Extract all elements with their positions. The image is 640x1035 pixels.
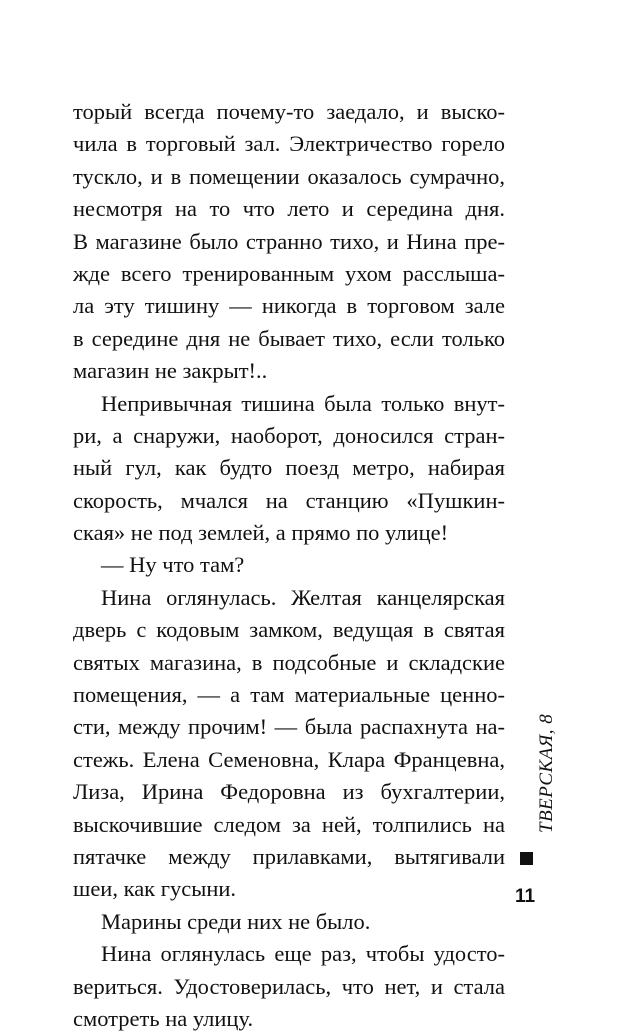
- text-line: святых магазина, в подсобные и складские: [73, 649, 505, 675]
- text-line: выскочившие следом за ней, толпились на: [73, 811, 505, 837]
- text-line: Лиза, Ирина Федоровна из бухгалтерии,: [73, 779, 505, 805]
- text-line: жде всего тренированным ухом расслыша-: [73, 260, 505, 286]
- text-line: торый всегда почему-то заедало, и выско-: [73, 99, 505, 124]
- running-head: ТВЕРСКАЯ, 8: [536, 713, 557, 833]
- text-line: в середине дня не бывает тихо, если только: [73, 325, 505, 351]
- text-line: стежь. Елена Семеновна, Клара Францевна,: [73, 746, 505, 772]
- text-line: В магазине было странно тихо, и Нина пре-: [73, 228, 505, 254]
- text-line: чила в торговый зал. Электричество горело: [73, 131, 505, 157]
- text-line: Нина оглянулась. Желтая канцелярская: [101, 584, 505, 610]
- text-line: помещения, — а там материальные ценно-: [73, 682, 505, 708]
- text-line: — Ну что там?: [101, 552, 245, 578]
- text-line: ный гул, как будто поезд метро, набирая: [73, 455, 505, 481]
- page-number: 11: [515, 886, 536, 907]
- text-line: Непривычная тишина была только внут-: [101, 390, 505, 416]
- text-line: шеи, как гусыни.: [73, 876, 237, 902]
- text-line: вериться. Удостоверилась, что нет, и стала: [73, 973, 505, 999]
- text-line: сти, между прочим! — была распахнута на-: [73, 714, 505, 740]
- text-line: тускло, и в помещении оказалось сумрачно,: [73, 163, 505, 189]
- text-line: Нина оглянулась еще раз, чтобы удосто-: [101, 941, 505, 967]
- text-line: магазин не закрыт!..: [73, 358, 268, 384]
- text-line: Марины среди них не было.: [101, 908, 371, 934]
- text-line: скорость, мчался на станцию «Пушкин-: [73, 487, 505, 513]
- body-text: [73, 96, 505, 1035]
- text-line: ри, а снаружи, наоборот, доносился стран-: [73, 422, 505, 448]
- text-line: пятачке между прилавками, вытягивали: [73, 843, 505, 869]
- text-line: несмотря на то что лето и середина дня.: [73, 196, 505, 222]
- text-line: смотреть на улицу.: [73, 1005, 254, 1031]
- text-line: ла эту тишину — никогда в торговом зале: [73, 293, 505, 319]
- text-line: дверь с кодовым замком, ведущая в святая: [73, 617, 505, 643]
- text-line: ская» не под землей, а прямо по улице!: [73, 520, 449, 546]
- square-marker-icon: [520, 852, 533, 865]
